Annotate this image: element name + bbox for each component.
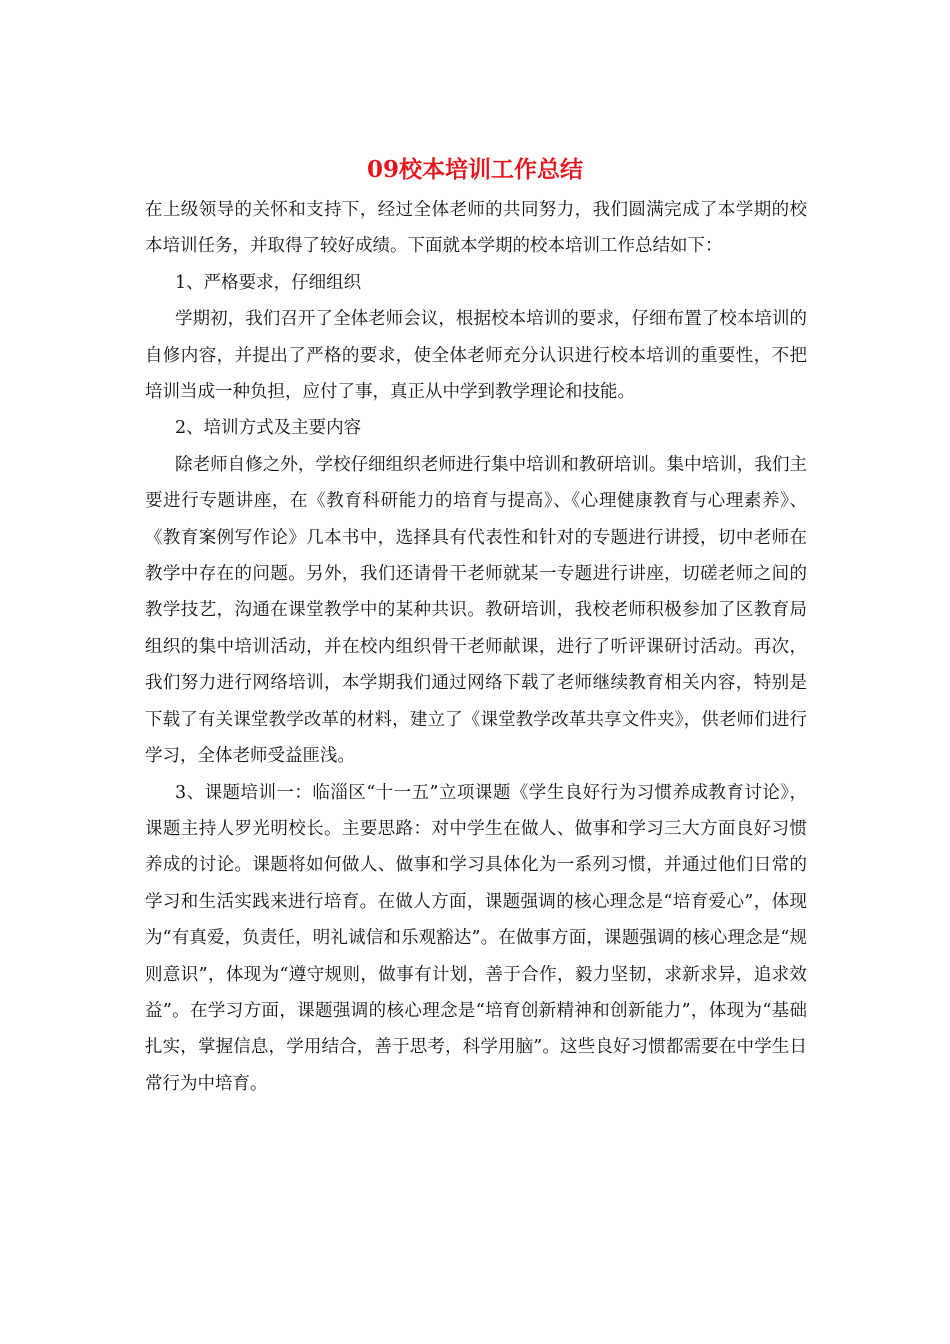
section-heading-1: 1、严格要求，仔细组织 [175, 272, 362, 293]
intro-paragraph: 在上级领导的关怀和支持下，经过全体老师的共同努力，我们圆满完成了本学期的校本培训任务，并取得了较好成绩。下面就本学期的校本培训工作总结如下： [145, 200, 807, 257]
document-title: 09校本培训工作总结 [366, 156, 583, 183]
document-body [145, 192, 807, 1102]
section-heading-2: 2、培训方式及主要内容 [175, 418, 362, 439]
body-paragraph: 3、课题培训一：临淄区“十一五”立项课题《学生良好行为习惯养成教育讨论》，课题主持人罗光明校长。主要思路：对中学生在做人、做事和学习三大方面良好习惯养成的讨论。课题将如何做人、做事和学习具体化为一系列习惯，并通过他们日常的学习和生活实践来进行培育。在做人方面，课题强调的核心理念是“培育爱心”，体现为“有真爱，负责任，明礼诚信和乐观豁达”。在做事方面，课题强调的核心理念是“规则意识”，体现为“遵守规则，做事有计划，善于合作，毅力坚韧，求新求异，追求效益”。在学习方面，课题强调的核心理念是“培育创新精神和创新能力”，体现为“基础扎实，掌握信息，学用结合，善于思考，科学用脑”。这些良好习惯都需要在中学生日常行为中培育。 [145, 782, 807, 1094]
body-paragraph: 除老师自修之外，学校仔细组织老师进行集中培训和教研培训。集中培训，我们主要进行专题讲座，在《教育科研能力的培育与提高》、《心理健康教育与心理素养》、《教育案例写作论》几本书中，选择具有代表性和针对的专题进行讲授，切中老师在教学中存在的问题。另外，我们还请骨干老师就某一专题进行讲座，切磋老师之间的教学技艺，沟通在课堂教学中的某种共识。教研培训，我校老师积极参加了区教育局组织的集中培训活动，并在校内组织骨干老师献课，进行了听评课研讨活动。再次，我们努力进行网络培训，本学期我们通过网络下载了老师继续教育相关内容，特别是下载了有关课堂教学改革的材料，建立了《课堂教学改革共享文件夹》，供老师们进行学习，全体老师受益匪浅。 [145, 454, 807, 767]
body-paragraph: 学期初，我们召开了全体老师会议，根据校本培训的要求，仔细布置了校本培训的自修内容，并提出了严格的要求，使全体老师充分认识进行校本培训的重要性，不把培训当成一种负担，应付了事，真正从中学到教学理论和技能。 [145, 309, 807, 403]
